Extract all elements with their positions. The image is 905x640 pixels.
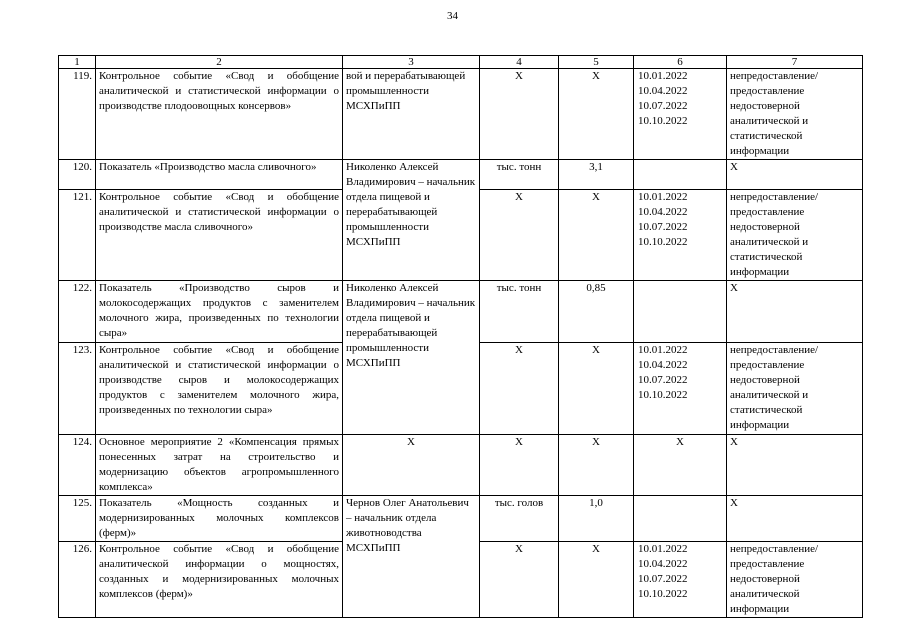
row-responsible: Николенко Алексей Владимирович – начальник отдела пищевой и перерабатывающей промышленности МСХПиПП bbox=[343, 281, 480, 435]
row-dates bbox=[634, 160, 727, 190]
row-dates: Х bbox=[634, 435, 727, 496]
row-dates: 10.01.2022 10.04.2022 10.07.2022 10.10.2022 bbox=[634, 343, 727, 435]
table-row bbox=[59, 435, 863, 496]
row-unit: Х bbox=[480, 343, 559, 435]
row-dates: 10.01.2022 10.04.2022 10.07.2022 10.10.2022 bbox=[634, 542, 727, 618]
row-dates: 10.01.2022 10.04.2022 10.07.2022 10.10.2022 bbox=[634, 190, 727, 281]
row-value: 3,1 bbox=[559, 160, 634, 190]
row-risk: непредоставление/ предоставление недостоверной аналитической и статистической информации bbox=[727, 190, 863, 281]
table-row bbox=[59, 69, 863, 160]
row-name: Контрольное событие «Свод и обобщение аналитической и статистической информации о производстве плодоовощных консервов» bbox=[96, 69, 343, 160]
row-number: 124. bbox=[59, 435, 96, 496]
header-cell: 5 bbox=[559, 56, 634, 69]
row-responsible: вой и перерабатывающей промышленности МСХПиПП bbox=[343, 69, 480, 160]
row-value: Х bbox=[559, 542, 634, 618]
header-cell: 7 bbox=[727, 56, 863, 69]
row-risk: Х bbox=[727, 160, 863, 190]
header-row bbox=[59, 56, 863, 69]
row-unit: тыс. голов bbox=[480, 496, 559, 542]
row-number: 120. bbox=[59, 160, 96, 190]
row-dates: 10.01.2022 10.04.2022 10.07.2022 10.10.2022 bbox=[634, 69, 727, 160]
header-cell: 2 bbox=[96, 56, 343, 69]
row-name: Контрольное событие «Свод и обобщение аналитической информации о мощностях, созданных и модернизированных молочных комплексов (ферм)» bbox=[96, 542, 343, 618]
row-risk: непредоставление/ предоставление недостоверной аналитической и статистической информации bbox=[727, 343, 863, 435]
row-dates bbox=[634, 281, 727, 343]
row-number: 125. bbox=[59, 496, 96, 542]
row-name: Контрольное событие «Свод и обобщение аналитической и статистической информации о производстве масла сливочного» bbox=[96, 190, 343, 281]
row-unit: тыс. тонн bbox=[480, 281, 559, 343]
row-risk: непредоставление/ предоставление недостоверной аналитической информации bbox=[727, 542, 863, 618]
row-number: 119. bbox=[59, 69, 96, 160]
plan-table bbox=[58, 55, 863, 618]
row-risk: Х bbox=[727, 281, 863, 343]
row-responsible: Николенко Алексей Владимирович – начальник отдела пищевой и перерабатывающей промышленности МСХПиПП bbox=[343, 160, 480, 281]
row-name: Показатель «Мощность созданных и модернизированных молочных комплексов (ферм)» bbox=[96, 496, 343, 542]
row-name: Показатель «Производство масла сливочного» bbox=[96, 160, 343, 190]
row-unit: тыс. тонн bbox=[480, 160, 559, 190]
row-name: Основное мероприятие 2 «Компенсация прямых понесенных затрат на строительство и модернизацию объектов агропромышленного комплекса» bbox=[96, 435, 343, 496]
row-value: 0,85 bbox=[559, 281, 634, 343]
row-value: 1,0 bbox=[559, 496, 634, 542]
page-number: 34 bbox=[447, 10, 458, 22]
row-value: Х bbox=[559, 69, 634, 160]
row-value: Х bbox=[559, 435, 634, 496]
row-unit: Х bbox=[480, 435, 559, 496]
row-name: Контрольное событие «Свод и обобщение аналитической и статистической информации о производстве сыров и молокосодержащих продуктов с заменителем молочного жира, произведенных по технологии сыра» bbox=[96, 343, 343, 435]
row-unit: Х bbox=[480, 190, 559, 281]
row-dates bbox=[634, 496, 727, 542]
row-unit: Х bbox=[480, 542, 559, 618]
table-row bbox=[59, 496, 863, 542]
header-cell: 1 bbox=[59, 56, 96, 69]
row-responsible: Чернов Олег Анатольевич – начальник отдела животноводства МСХПиПП bbox=[343, 496, 480, 618]
row-value: Х bbox=[559, 190, 634, 281]
row-value: Х bbox=[559, 343, 634, 435]
row-risk: непредоставление/ предоставление недостоверной аналитической и статистической информации bbox=[727, 69, 863, 160]
row-number: 123. bbox=[59, 343, 96, 435]
row-risk: Х bbox=[727, 496, 863, 542]
row-risk: Х bbox=[727, 435, 863, 496]
row-name: Показатель «Производство сыров и молокосодержащих продуктов с заменителем молочного жира, произведенных по технологии сыра» bbox=[96, 281, 343, 343]
table-row bbox=[59, 160, 863, 190]
header-cell: 6 bbox=[634, 56, 727, 69]
row-unit: Х bbox=[480, 69, 559, 160]
row-number: 122. bbox=[59, 281, 96, 343]
row-responsible: Х bbox=[343, 435, 480, 496]
header-cell: 3 bbox=[343, 56, 480, 69]
row-number: 126. bbox=[59, 542, 96, 618]
header-cell: 4 bbox=[480, 56, 559, 69]
row-number: 121. bbox=[59, 190, 96, 281]
table-row bbox=[59, 281, 863, 343]
